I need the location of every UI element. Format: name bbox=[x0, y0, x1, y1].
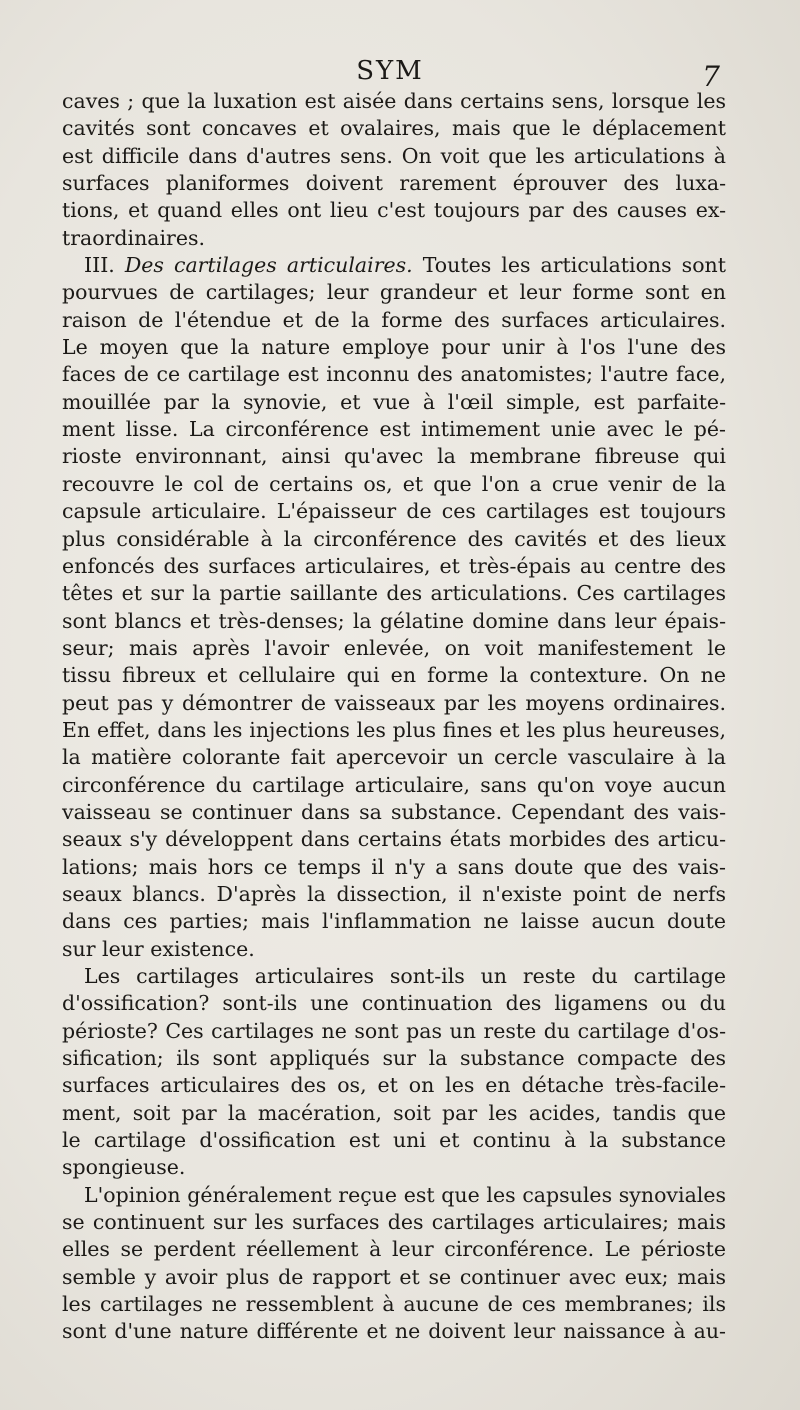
text-line: enfoncés des surfaces articulaires, et très-épais au centre des bbox=[62, 553, 726, 578]
text-line: sur leur existence. bbox=[62, 936, 255, 961]
text-line: rioste environnant, ainsi qu'avec la membrane fibreuse qui bbox=[62, 444, 726, 469]
text-line: périoste? Ces cartilages ne sont pas un reste du cartilage d'os- bbox=[62, 1018, 726, 1043]
text-line: d'ossification? sont-ils une continuation des ligamens ou du bbox=[62, 991, 726, 1016]
text-line: lations; mais hors ce temps il n'y a sans doute que des vais- bbox=[62, 854, 726, 879]
text-line: circonférence du cartilage articulaire, sans qu'on voye aucun bbox=[62, 772, 726, 797]
text-line: peut pas y démontrer de vaisseaux par les moyens ordinaires. bbox=[62, 690, 726, 715]
text-line: ment, soit par la macération, soit par les acides, tandis que bbox=[62, 1100, 726, 1125]
text-line: le cartilage d'ossification est uni et continu à la substance bbox=[62, 1128, 726, 1153]
text-line: recouvre le col de certains os, et que l'on a crue venir de la bbox=[62, 471, 726, 496]
text-line: cavités sont concaves et ovalaires, mais que le déplacement bbox=[62, 116, 726, 141]
body-text bbox=[62, 88, 726, 1346]
text-line: est difficile dans d'autres sens. On voit que les articulations à bbox=[62, 143, 726, 168]
text-line: se continuent sur les surfaces des cartilages articulaires; mais bbox=[62, 1210, 726, 1235]
section-title: Des cartilages articulaires. bbox=[124, 253, 413, 278]
text-line: tions, et quand elles ont lieu c'est toujours par des causes ex- bbox=[62, 198, 726, 223]
text-line: raison de l'étendue et de la forme des surfaces articulaires. bbox=[62, 307, 726, 332]
section-number: III. bbox=[84, 253, 115, 278]
section-line-rest: Toutes les articulations sont bbox=[422, 253, 726, 278]
text-line: plus considérable à la circonférence des cavités et des lieux bbox=[62, 526, 726, 551]
text-line: tissu fibreux et cellulaire qui en forme la contexture. On ne bbox=[62, 663, 726, 688]
text-line: L'opinion généralement reçue est que les capsules synoviales bbox=[84, 1182, 726, 1207]
text-line: capsule articulaire. L'épaisseur de ces cartilages est toujours bbox=[62, 499, 726, 524]
text-line: les cartilages ne ressemblent à aucune de ces membranes; ils bbox=[62, 1292, 726, 1317]
text-line: Le moyen que la nature employe pour unir à l'os l'une des bbox=[62, 335, 726, 360]
text-line: mouillée par la synovie, et vue à l'œil simple, est parfaite- bbox=[62, 389, 726, 414]
text-line: semble y avoir plus de rapport et se continuer avec eux; mais bbox=[62, 1264, 726, 1289]
text-line: spongieuse. bbox=[62, 1155, 186, 1180]
running-head bbox=[0, 56, 800, 93]
running-title: SYM bbox=[356, 56, 424, 86]
text-line: pourvues de cartilages; leur grandeur et leur forme sont en bbox=[62, 280, 726, 305]
text-line: dans ces parties; mais l'inflammation ne laisse aucun doute bbox=[62, 909, 726, 934]
section-heading-line bbox=[62, 252, 726, 279]
text-line: elles se perdent réellement à leur circonférence. Le périoste bbox=[62, 1237, 726, 1262]
text-line: la matière colorante fait apercevoir un cercle vasculaire à la bbox=[62, 745, 726, 770]
text-line: traordinaires. bbox=[62, 225, 206, 250]
text-line: Les cartilages articulaires sont-ils un reste du cartilage bbox=[84, 964, 726, 988]
text-line: seaux s'y développent dans certains états morbides des articu- bbox=[62, 827, 726, 852]
text-line: seaux blancs. D'après la dissection, il n'existe point de nerfs bbox=[62, 881, 726, 906]
text-line: caves ; que la luxation est aisée dans certains sens, lorsque les bbox=[62, 89, 726, 113]
text-line: faces de ce cartilage est inconnu des anatomistes; l'autre face, bbox=[62, 362, 726, 387]
text-line: surfaces articulaires des os, et on les en détache très-facile- bbox=[62, 1073, 726, 1098]
text-line: ment lisse. La circonférence est intimement unie avec le pé- bbox=[62, 417, 726, 442]
page-number: 7 bbox=[702, 60, 720, 93]
text-line: sification; ils sont appliqués sur la substance compacte des bbox=[62, 1046, 726, 1071]
text-line: En effet, dans les injections les plus fines et les plus heureuses, bbox=[62, 717, 726, 742]
text-line: têtes et sur la partie saillante des articulations. Ces cartilages bbox=[62, 581, 726, 606]
text-line: sont d'une nature différente et ne doivent leur naissance à au- bbox=[62, 1319, 726, 1344]
text-line: seur; mais après l'avoir enlevée, on voit manifestement le bbox=[62, 635, 726, 660]
text-line: vaisseau se continuer dans sa substance. Cependant des vais- bbox=[62, 799, 726, 824]
text-line: surfaces planiformes doivent rarement éprouver des luxa- bbox=[62, 171, 726, 196]
text-line: sont blancs et très-denses; la gélatine domine dans leur épais- bbox=[62, 608, 726, 633]
